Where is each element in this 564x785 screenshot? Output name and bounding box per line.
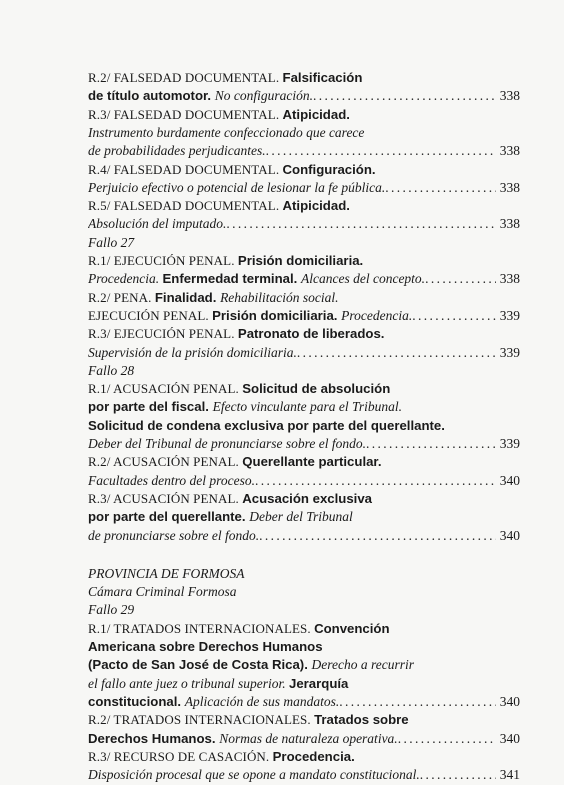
index-entry-line [88,729,520,749]
line-text [88,584,237,599]
dot-leader [412,306,496,326]
text-segment: de título automotor. [88,88,215,104]
text-segment: constitucional. [88,693,185,709]
line-text [88,86,313,106]
text-segment: Instrumento burdamente confeccionado que carece [88,124,365,140]
text-segment: Convención [314,620,390,636]
page-number: 341 [499,767,520,783]
text-line [88,160,520,180]
dot-leader [339,692,496,712]
line-text [88,363,134,378]
page-number: 339 [499,436,520,451]
page-number: 338 [499,179,520,195]
text-segment: Disposición procesal que se opone a mandato constitucional. [88,767,420,783]
text-segment: Solicitud de condena exclusiva por parte del querellante. [88,417,445,433]
line-text [88,471,255,491]
text-segment: por parte del querellante. [88,509,250,525]
line-text [88,326,384,341]
text-line [88,233,520,253]
text-line [88,600,520,620]
text-segment: Atipicidad. [282,198,350,214]
index-entry-line [88,692,520,712]
dot-leader [420,765,496,785]
dot-leader [398,729,496,749]
line-text [88,676,348,691]
line-text [88,621,390,636]
text-segment: R.3/ RECURSO DE CASACIÓN. [88,748,273,764]
text-segment: Derechos Humanos. [88,730,220,746]
dot-leader [259,526,496,546]
text-line [88,582,520,602]
page-number: 340 [499,693,520,709]
dot-leader [385,178,495,198]
text-segment: Tratados sobre [314,712,409,728]
text-segment: Querellante particular. [242,454,382,470]
line-text [88,306,412,326]
line-text [88,343,297,363]
line-text [88,214,226,234]
index-entry-line [88,434,520,454]
text-segment: de pronunciarse sobre el fondo. [88,527,260,543]
text-segment: Alcances del concepto. [300,271,426,287]
line-text [88,765,420,785]
line-text [88,198,350,213]
line-text [88,125,364,140]
index-entry-line [88,86,520,106]
text-line [88,416,520,436]
text-segment: Absolución del imputado. [88,216,227,232]
page-number: 339 [499,344,520,360]
text-line [88,655,520,675]
page-number: 338 [499,143,520,159]
dot-leader [255,471,496,491]
text-segment: Deber del Tribunal [249,509,353,525]
text-line [88,489,520,509]
text-segment: Jerarquía [289,675,349,691]
line-text [88,178,385,198]
line-text [88,454,382,469]
text-segment: R.4/ FALSEDAD DOCUMENTAL. [88,161,283,177]
text-line [88,397,520,417]
index-entry-line [88,141,520,161]
line-text [88,566,244,581]
text-line [88,747,520,767]
line-text [88,712,409,727]
text-line [88,361,520,381]
text-segment: Americana sobre Derechos Humanos [88,639,323,654]
line-text [88,602,134,617]
dot-leader [266,141,496,161]
text-segment: R.1/ EJECUCIÓN PENAL. [88,253,238,268]
text-segment: R.3/ EJECUCIÓN PENAL. [88,326,238,342]
text-line [88,288,520,308]
line-text [88,162,376,177]
text-segment: Supervisión de la prisión domiciliaria. [88,344,297,360]
text-segment: por parte del fiscal. [88,399,213,415]
line-text [88,434,366,454]
text-line [88,674,520,694]
text-segment: Deber del Tribunal de pronunciarse sobre el fondo. [88,436,366,451]
text-segment: (Pacto de San José de Costa Rica). [88,657,312,673]
page-number: 340 [499,730,520,746]
text-segment: Configuración. [282,161,376,177]
text-line [88,379,520,399]
text-segment: Facultades dentro del proceso. [88,472,255,488]
text-segment: Prisión domiciliaria. [212,307,342,323]
line-text [88,381,390,396]
text-line [88,196,520,216]
text-segment: Atipicidad. [282,106,350,122]
text-segment: Fallo 27 [88,234,135,250]
index-entry-line [88,178,520,198]
line-text [88,235,134,250]
line-text [88,290,339,305]
line-text [88,253,363,268]
text-segment: R.1/ ACUSACIÓN PENAL. [88,381,243,397]
text-segment: Fallo 28 [88,362,135,378]
text-segment: R.3/ FALSEDAD DOCUMENTAL. [88,106,283,122]
index-entry-line [88,343,520,363]
line-text [88,141,266,161]
text-line [88,123,520,143]
line-text [88,729,398,749]
text-segment: Solicitud de absolución [242,381,391,397]
page-number: 338 [499,88,520,104]
text-line [88,619,520,639]
line-text [88,692,339,712]
page-number: 339 [499,307,520,323]
text-line [88,710,520,730]
text-segment: Patronato de liberados. [237,326,385,342]
text-segment: PROVINCIA DE FORMOSA [88,565,245,581]
line-text [88,70,362,85]
text-segment: R.1/ TRATADOS INTERNACIONALES. [88,620,315,636]
index-entry-line [88,269,520,289]
text-segment: Fallo 29 [88,602,135,618]
dot-leader [313,86,496,106]
text-line [88,68,520,88]
line-text [88,399,402,414]
text-segment: Prisión domiciliaria. [237,253,364,268]
page-number: 338 [499,216,520,232]
text-segment: R.2/ TRATADOS INTERNACIONALES. [88,712,315,728]
text-segment: Cámara Criminal Formosa [88,584,237,600]
line-text [88,509,353,524]
page-number: 338 [499,271,520,287]
text-line [88,507,520,527]
index-entry-line [88,214,520,234]
dot-leader [297,343,496,363]
text-segment: R.3/ ACUSACIÓN PENAL. [88,490,243,506]
text-segment: Rehabilitación social. [220,289,339,305]
line-text [88,657,414,672]
line-text [88,491,372,506]
line-text [88,639,323,654]
text-segment: de probabilidades perjudicantes. [88,143,266,159]
text-line [88,452,520,472]
text-line [88,564,520,584]
text-segment: Acusación exclusiva [242,490,372,506]
text-line [88,251,520,271]
text-segment: No configuración. [214,88,313,104]
text-segment: Derecho a recurrir [311,657,415,673]
index-entry-line [88,471,520,491]
text-segment: Enfermedad terminal. [162,271,301,287]
line-text [88,107,350,122]
text-segment: Efecto vinculante para el Tribunal. [212,399,402,415]
text-line [88,324,520,344]
text-segment: R.5/ FALSEDAD DOCUMENTAL. [88,198,283,214]
text-segment: Procedencia. [341,307,413,323]
text-line [88,637,520,657]
page-number: 340 [499,527,520,543]
dot-leader [425,269,496,289]
text-segment: R.2/ PENA. [88,289,155,305]
text-segment: Perjuicio efectivo o potencial de lesionar la fe pública. [88,179,386,195]
text-segment: Procedencia. [272,748,355,764]
text-segment: el fallo ante juez o tribunal superior. [88,675,289,691]
text-segment: R.2/ FALSEDAD DOCUMENTAL. [88,70,283,85]
line-text [88,418,445,433]
text-segment: Falsificación [282,70,363,85]
page-number: 340 [499,472,520,488]
text-segment: R.2/ ACUSACIÓN PENAL. [88,454,243,470]
line-text [88,269,425,289]
index-entry-line [88,306,520,326]
text-segment: Finalidad. [154,289,221,305]
line-text [88,749,355,764]
text-segment: EJECUCIÓN PENAL. [88,307,213,323]
line-text [88,526,259,546]
dot-leader [366,434,496,454]
index-entry-line [88,526,520,546]
text-segment: Procedencia. [88,271,163,287]
index-entry-line [88,765,520,785]
text-segment: Normas de naturaleza operativa. [219,730,398,746]
text-segment: Aplicación de sus mandatos. [184,693,340,709]
dot-leader [226,214,495,234]
text-line [88,105,520,125]
